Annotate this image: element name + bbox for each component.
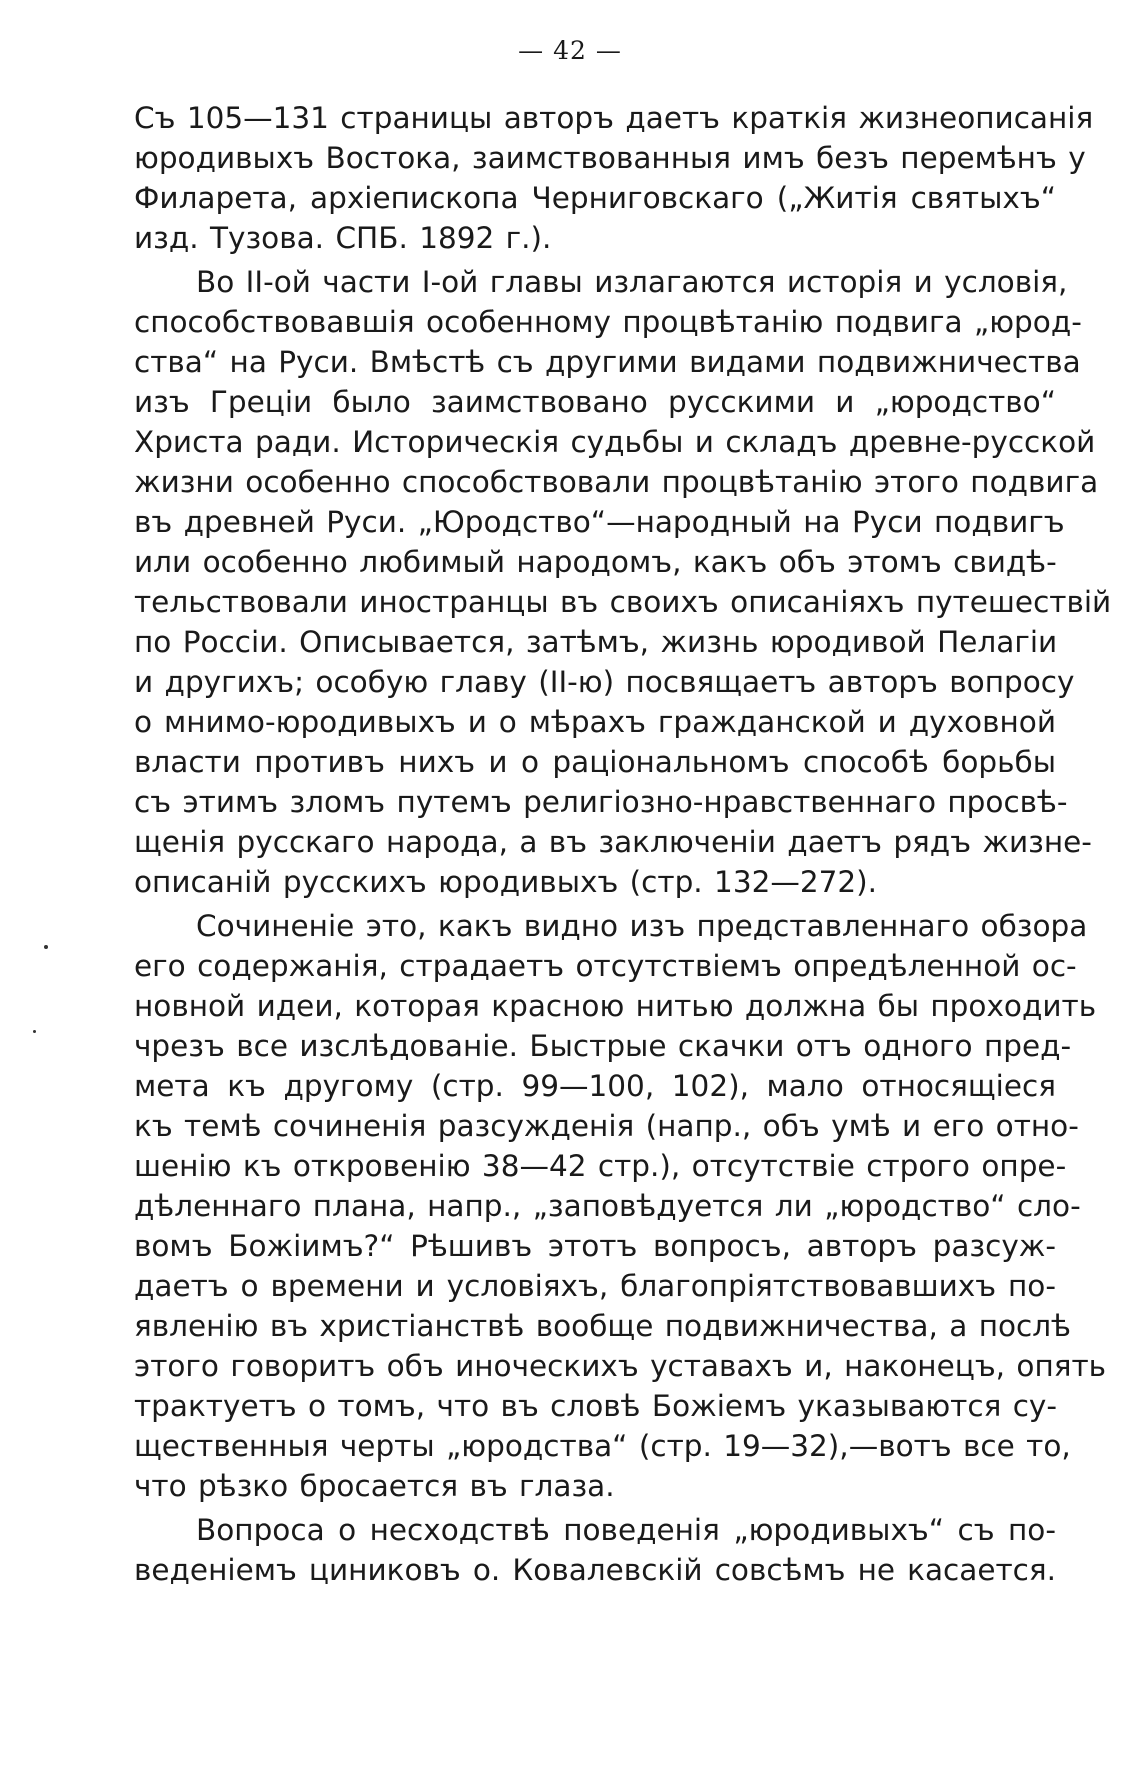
paragraph [134, 1510, 1056, 1590]
text-line: этого говоритъ объ иноческихъ уставахъ и, наконецъ, опять [134, 1349, 1107, 1383]
text-line: вомъ Божіимъ?“ Рѣшивъ этотъ вопросъ, авторъ разсуж- [134, 1229, 1056, 1263]
text-line: мета къ другому (стр. 99—100, 102), мало относящіеся [134, 1069, 1056, 1103]
text-line: Съ 105—131 страницы авторъ даетъ краткія жизнеописанія [134, 101, 1094, 135]
text-line: Во II-ой части I-ой главы излагаются исторія и условія, [196, 265, 1068, 299]
text-line: или особенно любимый народомъ, какъ объ этомъ свидѣ- [134, 545, 1057, 579]
text-line: что рѣзко бросается въ глаза. [134, 1469, 615, 1503]
text-line: трактуетъ о томъ, что въ словѣ Божіемъ указываются су- [134, 1389, 1058, 1423]
text-line: тельствовали иностранцы въ своихъ описаніяхъ путешествій [134, 585, 1112, 619]
text-line: чрезъ все изслѣдованіе. Быстрые скачки отъ одного пред- [134, 1029, 1072, 1063]
text-line: жизни особенно способствовали процвѣтанію этого подвига [134, 465, 1099, 499]
text-line: Сочиненіе это, какъ видно изъ представленнаго обзора [196, 909, 1088, 943]
page-number: — 42 — [518, 36, 622, 65]
body-text [134, 98, 1112, 1590]
text-line: изъ Греціи было заимствовано русскими и „юродство“ [134, 385, 1056, 419]
paragraph [134, 262, 1112, 902]
paragraph [134, 906, 1107, 1506]
text-line: Филарета, архіепископа Черниговскаго („Житія святыхъ“ [134, 181, 1056, 215]
text-line: юродивыхъ Востока, заимствованныя имъ безъ перемѣнъ у [134, 141, 1086, 175]
text-line: ства“ на Руси. Вмѣстѣ съ другими видами подвижничества [134, 345, 1081, 379]
text-line: явленію въ христіанствѣ вообще подвижничества, а послѣ [134, 1309, 1071, 1343]
text-line: дѣленнаго плана, напр., „заповѣдуется ли „юродство“ сло- [134, 1189, 1081, 1223]
text-line: даетъ о времени и условіяхъ, благопріятствовавшихъ по- [134, 1269, 1056, 1303]
text-line: новной идеи, которая красною нитью должна бы проходить [134, 989, 1097, 1023]
text-line: щенія русскаго народа, а въ заключеніи даетъ рядъ жизне- [134, 825, 1092, 859]
paragraph [134, 98, 1094, 258]
text-line: къ темѣ сочиненія разсужденія (напр., объ умѣ и его отно- [134, 1109, 1079, 1143]
text-line: Вопроса о несходствѣ поведенія „юродивыхъ“ съ по- [196, 1513, 1056, 1547]
margin-speck [33, 1030, 36, 1033]
text-line: описаній русскихъ юродивыхъ (стр. 132—272). [134, 865, 878, 899]
text-line: его содержанія, страдаетъ отсутствіемъ опредѣленной ос- [134, 949, 1077, 983]
margin-speck [44, 945, 48, 949]
text-line: изд. Тузова. СПБ. 1892 г.). [134, 221, 552, 255]
text-line: Христа ради. Историческія судьбы и складъ древне-русской [134, 425, 1096, 459]
text-line: веденіемъ циниковъ о. Ковалевскій совсѣмъ не касается. [134, 1553, 1056, 1587]
text-line: власти противъ нихъ и о раціональномъ способѣ борьбы [134, 745, 1056, 779]
text-line: шенію къ откровенію 38—42 стр.), отсутствіе строго опре- [134, 1149, 1067, 1183]
text-line: по Россіи. Описывается, затѣмъ, жизнь юродивой Пелагіи [134, 625, 1058, 659]
text-line: въ древней Руси. „Юродство“—народный на Руси подвигъ [134, 505, 1065, 539]
text-line: и другихъ; особую главу (II-ю) посвящаетъ авторъ вопросу [134, 665, 1075, 699]
text-line: способствовавшія особенному процвѣтанію подвига „юрод- [134, 305, 1082, 339]
text-line: щественныя черты „юродства“ (стр. 19—32),—вотъ все то, [134, 1429, 1071, 1463]
text-line: съ этимъ зломъ путемъ религіозно-нравственнаго просвѣ- [134, 785, 1068, 819]
text-line: о мнимо-юродивыхъ и о мѣрахъ гражданской и духовной [134, 705, 1056, 739]
